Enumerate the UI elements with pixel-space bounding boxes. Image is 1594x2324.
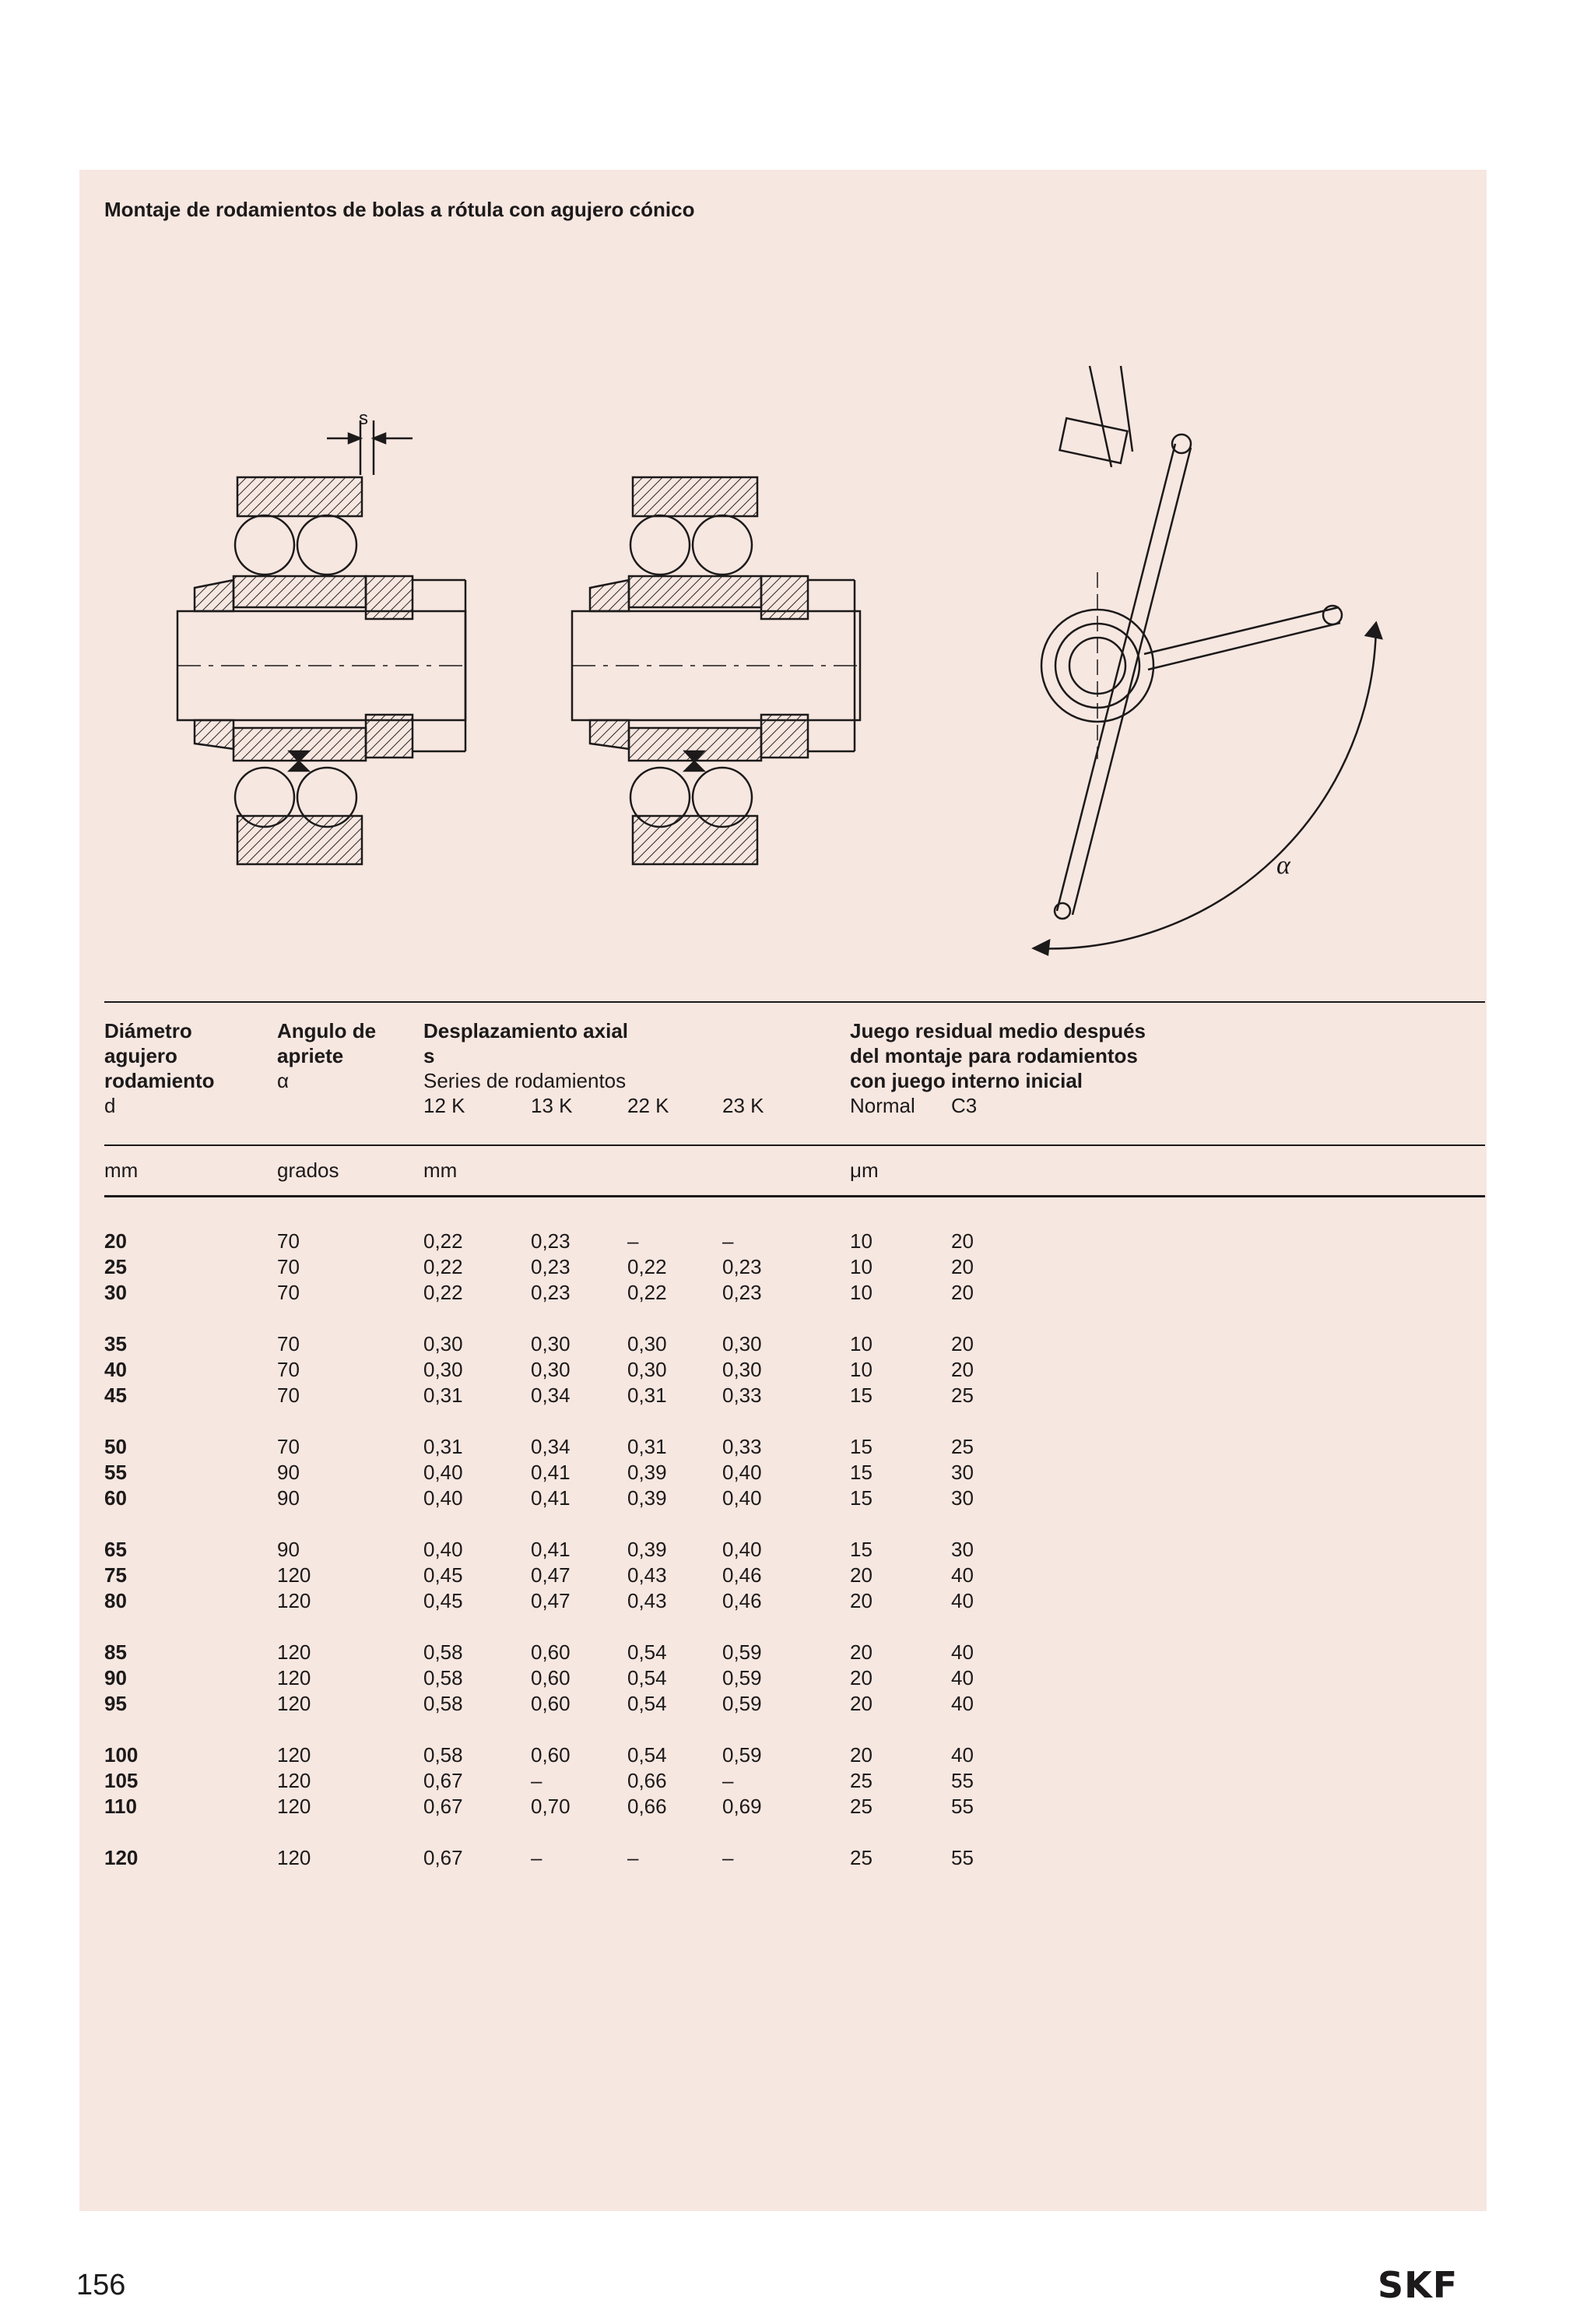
cell-s-13k: 0,60: [531, 1640, 571, 1664]
cell-bore-d: 100: [104, 1743, 139, 1767]
cell-clearance-c3: 40: [951, 1589, 974, 1612]
cell-s-22k: –: [627, 1846, 639, 1869]
cell-s-22k: 0,66: [627, 1795, 667, 1818]
cell-s-22k: 0,39: [627, 1486, 667, 1510]
cell-s-12k: 0,67: [423, 1795, 463, 1818]
cell-s-23k: 0,40: [722, 1461, 762, 1484]
header-bottom-rule: [104, 1144, 1485, 1146]
cell-clearance-normal: 25: [850, 1769, 872, 1792]
cell-s-23k: 0,59: [722, 1692, 762, 1715]
header-series-12k: 12 K: [423, 1094, 465, 1117]
cell-s-22k: 0,43: [627, 1563, 667, 1587]
header-residual-clearance: Juego residual medio después del montaje para rodamientos con juego interno inicial: [850, 1019, 1146, 1092]
table-top-rule: [104, 1001, 1485, 1003]
cell-clearance-c3: 55: [951, 1769, 974, 1792]
page-title: Montaje de rodamientos de bolas a rótula con agujero cónico: [104, 198, 695, 221]
cell-clearance-c3: 30: [951, 1461, 974, 1484]
cell-angle-alpha: 120: [277, 1666, 311, 1689]
cell-clearance-normal: 20: [850, 1666, 872, 1689]
cell-angle-alpha: 70: [277, 1229, 300, 1253]
cell-clearance-c3: 40: [951, 1563, 974, 1587]
cell-s-12k: 0,40: [423, 1461, 463, 1484]
cell-s-13k: 0,30: [531, 1358, 571, 1381]
cell-clearance-normal: 10: [850, 1281, 872, 1304]
cell-s-23k: –: [722, 1846, 734, 1869]
cell-bore-d: 45: [104, 1384, 127, 1407]
unit-bottom-rule: [104, 1195, 1485, 1197]
cell-clearance-c3: 20: [951, 1255, 974, 1278]
cell-clearance-c3: 30: [951, 1538, 974, 1561]
cell-clearance-normal: 10: [850, 1358, 872, 1381]
cell-s-23k: 0,23: [722, 1255, 762, 1278]
cell-s-12k: 0,31: [423, 1384, 463, 1407]
cell-s-12k: 0,45: [423, 1589, 463, 1612]
cell-s-12k: 0,22: [423, 1281, 463, 1304]
header-bore-diameter: Diámetro agujero rodamiento d: [104, 1019, 215, 1117]
cell-s-23k: 0,23: [722, 1281, 762, 1304]
cell-clearance-normal: 15: [850, 1435, 872, 1458]
cell-angle-alpha: 120: [277, 1692, 311, 1715]
cell-clearance-c3: 20: [951, 1229, 974, 1253]
cell-clearance-c3: 25: [951, 1384, 974, 1407]
mounting-diagram: [0, 0, 1594, 1004]
cell-s-22k: 0,54: [627, 1692, 667, 1715]
cell-bore-d: 105: [104, 1769, 139, 1792]
cell-angle-alpha: 70: [277, 1435, 300, 1458]
cell-s-13k: 0,60: [531, 1666, 571, 1689]
cell-bore-d: 85: [104, 1640, 127, 1664]
cell-s-23k: 0,59: [722, 1666, 762, 1689]
header-series-13k: 13 K: [531, 1094, 573, 1117]
cell-s-22k: 0,54: [627, 1666, 667, 1689]
cell-clearance-normal: 10: [850, 1332, 872, 1355]
cell-clearance-normal: 10: [850, 1229, 872, 1253]
cell-bore-d: 60: [104, 1486, 127, 1510]
cell-s-13k: 0,47: [531, 1563, 571, 1587]
cell-s-13k: 0,34: [531, 1435, 571, 1458]
cell-s-23k: 0,33: [722, 1384, 762, 1407]
cell-s-22k: –: [627, 1229, 639, 1253]
cell-s-13k: –: [531, 1846, 542, 1869]
cell-clearance-normal: 20: [850, 1640, 872, 1664]
cell-clearance-c3: 30: [951, 1486, 974, 1510]
cell-clearance-normal: 15: [850, 1538, 872, 1561]
cell-clearance-normal: 15: [850, 1486, 872, 1510]
cell-s-12k: 0,58: [423, 1640, 463, 1664]
cell-s-12k: 0,45: [423, 1563, 463, 1587]
cell-bore-d: 55: [104, 1461, 127, 1484]
cell-s-23k: 0,33: [722, 1435, 762, 1458]
cell-s-12k: 0,58: [423, 1743, 463, 1767]
cell-s-23k: 0,30: [722, 1358, 762, 1381]
cell-s-22k: 0,39: [627, 1461, 667, 1484]
header-clearance-normal: Normal: [850, 1094, 915, 1117]
cell-clearance-c3: 40: [951, 1640, 974, 1664]
cell-angle-alpha: 120: [277, 1589, 311, 1612]
unit-d: mm: [104, 1158, 139, 1182]
cell-s-22k: 0,54: [627, 1743, 667, 1767]
cell-bore-d: 80: [104, 1589, 127, 1612]
cell-s-23k: –: [722, 1769, 734, 1792]
cell-angle-alpha: 120: [277, 1769, 311, 1792]
cell-s-12k: 0,22: [423, 1255, 463, 1278]
cell-angle-alpha: 90: [277, 1538, 300, 1561]
cell-angle-alpha: 120: [277, 1795, 311, 1818]
cell-clearance-c3: 40: [951, 1666, 974, 1689]
cell-s-23k: 0,40: [722, 1538, 762, 1561]
cell-s-22k: 0,31: [627, 1384, 667, 1407]
cell-s-13k: 0,60: [531, 1743, 571, 1767]
cell-bore-d: 25: [104, 1255, 127, 1278]
cell-bore-d: 30: [104, 1281, 127, 1304]
header-axial-displacement: Desplazamiento axial s Series de rodamientos: [423, 1019, 628, 1092]
cell-s-23k: 0,30: [722, 1332, 762, 1355]
cell-s-13k: 0,41: [531, 1486, 571, 1510]
cell-clearance-c3: 40: [951, 1692, 974, 1715]
cell-clearance-normal: 15: [850, 1384, 872, 1407]
unit-s: mm: [423, 1158, 458, 1182]
cell-s-23k: 0,40: [722, 1486, 762, 1510]
cell-clearance-c3: 55: [951, 1846, 974, 1869]
cell-s-12k: 0,31: [423, 1435, 463, 1458]
cell-s-13k: 0,34: [531, 1384, 571, 1407]
cell-s-12k: 0,58: [423, 1692, 463, 1715]
cell-angle-alpha: 120: [277, 1743, 311, 1767]
cell-clearance-c3: 40: [951, 1743, 974, 1767]
header-clearance-c3: C3: [951, 1094, 978, 1117]
cell-s-12k: 0,67: [423, 1769, 463, 1792]
cell-angle-alpha: 70: [277, 1384, 300, 1407]
cell-s-22k: 0,22: [627, 1281, 667, 1304]
cell-angle-alpha: 70: [277, 1358, 300, 1381]
s-label: s: [359, 408, 368, 429]
cell-s-13k: 0,23: [531, 1255, 571, 1278]
cell-s-22k: 0,22: [627, 1255, 667, 1278]
alpha-label: α: [1276, 851, 1290, 880]
cell-s-12k: 0,30: [423, 1332, 463, 1355]
cell-bore-d: 20: [104, 1229, 127, 1253]
cell-clearance-normal: 25: [850, 1795, 872, 1818]
cell-s-13k: –: [531, 1769, 542, 1792]
cell-s-22k: 0,43: [627, 1589, 667, 1612]
cell-bore-d: 90: [104, 1666, 127, 1689]
cell-angle-alpha: 70: [277, 1332, 300, 1355]
cell-angle-alpha: 70: [277, 1255, 300, 1278]
cell-s-12k: 0,58: [423, 1666, 463, 1689]
cell-s-12k: 0,40: [423, 1486, 463, 1510]
cell-s-23k: 0,59: [722, 1640, 762, 1664]
cell-s-12k: 0,30: [423, 1358, 463, 1381]
cell-s-13k: 0,47: [531, 1589, 571, 1612]
cell-s-23k: 0,69: [722, 1795, 762, 1818]
cell-s-22k: 0,39: [627, 1538, 667, 1561]
cell-clearance-normal: 20: [850, 1589, 872, 1612]
cell-angle-alpha: 90: [277, 1486, 300, 1510]
cell-bore-d: 35: [104, 1332, 127, 1355]
cell-angle-alpha: 70: [277, 1281, 300, 1304]
header-tightening-angle: Angulo de apriete α: [277, 1019, 377, 1092]
cell-s-22k: 0,66: [627, 1769, 667, 1792]
unit-alpha: grados: [277, 1158, 339, 1182]
cell-bore-d: 95: [104, 1692, 127, 1715]
cell-s-22k: 0,54: [627, 1640, 667, 1664]
cell-s-22k: 0,30: [627, 1358, 667, 1381]
cell-bore-d: 40: [104, 1358, 127, 1381]
header-series-23k: 23 K: [722, 1094, 764, 1117]
cell-clearance-c3: 25: [951, 1435, 974, 1458]
cell-clearance-normal: 25: [850, 1846, 872, 1869]
cell-s-12k: 0,40: [423, 1538, 463, 1561]
cell-s-22k: 0,31: [627, 1435, 667, 1458]
cell-clearance-normal: 20: [850, 1563, 872, 1587]
cell-angle-alpha: 120: [277, 1563, 311, 1587]
cell-s-13k: 0,41: [531, 1538, 571, 1561]
cell-clearance-c3: 20: [951, 1332, 974, 1355]
cell-clearance-normal: 20: [850, 1692, 872, 1715]
cell-s-23k: 0,46: [722, 1563, 762, 1587]
cell-clearance-c3: 20: [951, 1358, 974, 1381]
cell-angle-alpha: 120: [277, 1640, 311, 1664]
cell-clearance-c3: 55: [951, 1795, 974, 1818]
skf-logo: SKF: [1378, 2264, 1459, 2306]
cell-bore-d: 120: [104, 1846, 139, 1869]
cell-s-13k: 0,70: [531, 1795, 571, 1818]
cell-s-12k: 0,22: [423, 1229, 463, 1253]
cell-s-13k: 0,30: [531, 1332, 571, 1355]
cell-clearance-normal: 10: [850, 1255, 872, 1278]
page-number: 156: [76, 2269, 126, 2301]
cell-angle-alpha: 90: [277, 1461, 300, 1484]
cell-s-13k: 0,60: [531, 1692, 571, 1715]
cell-clearance-normal: 15: [850, 1461, 872, 1484]
cell-angle-alpha: 120: [277, 1846, 311, 1869]
cell-bore-d: 75: [104, 1563, 127, 1587]
cell-s-23k: 0,46: [722, 1589, 762, 1612]
cell-clearance-normal: 20: [850, 1743, 872, 1767]
cell-s-13k: 0,41: [531, 1461, 571, 1484]
cell-s-23k: –: [722, 1229, 734, 1253]
cell-s-13k: 0,23: [531, 1229, 571, 1253]
cell-s-13k: 0,23: [531, 1281, 571, 1304]
cell-bore-d: 50: [104, 1435, 127, 1458]
cell-s-22k: 0,30: [627, 1332, 667, 1355]
unit-clearance: μm: [850, 1158, 879, 1182]
cell-bore-d: 110: [104, 1795, 137, 1818]
cell-clearance-c3: 20: [951, 1281, 974, 1304]
cell-s-12k: 0,67: [423, 1846, 463, 1869]
cell-bore-d: 65: [104, 1538, 127, 1561]
cell-s-23k: 0,59: [722, 1743, 762, 1767]
header-series-22k: 22 K: [627, 1094, 669, 1117]
